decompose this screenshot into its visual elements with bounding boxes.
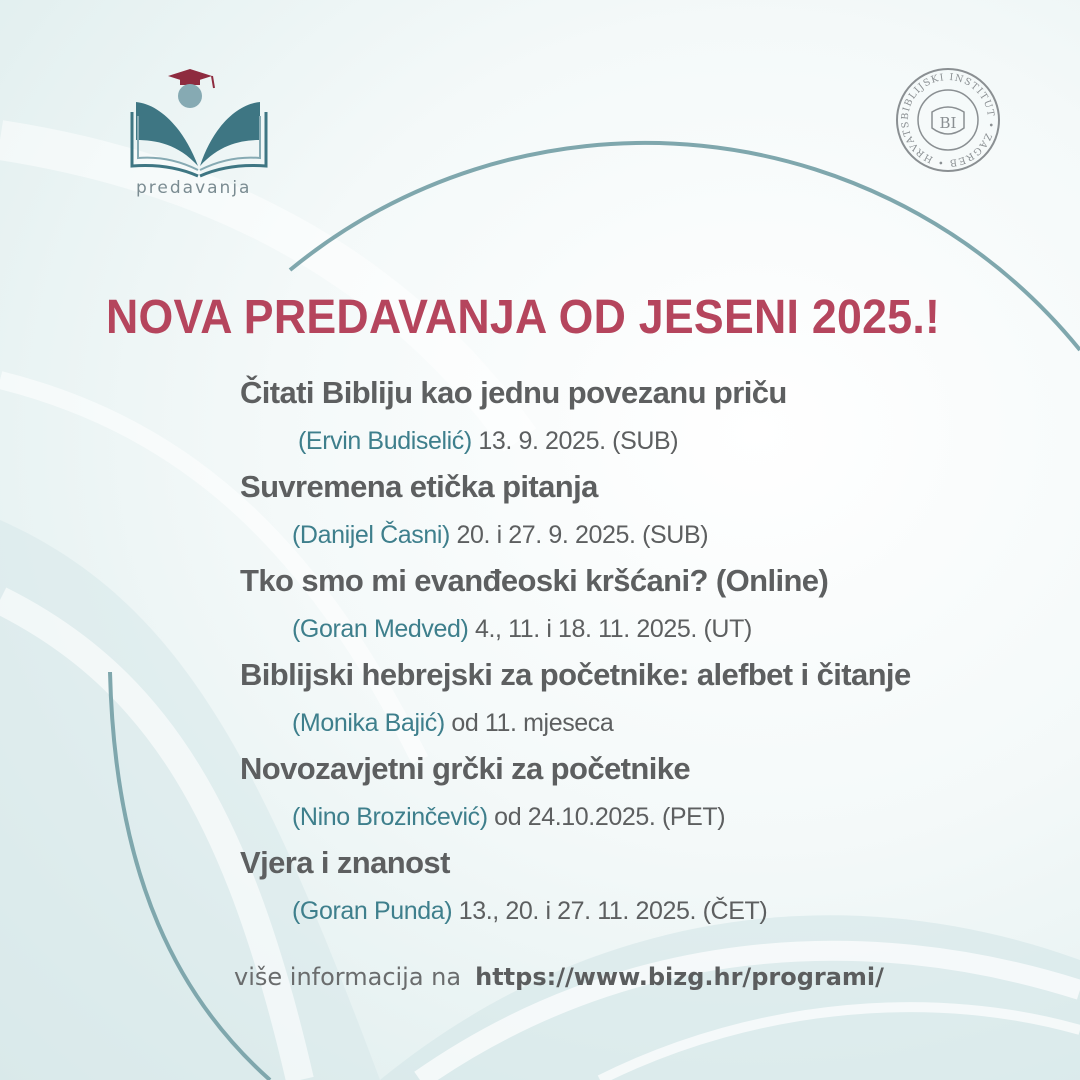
lecture-details	[292, 521, 708, 550]
lecture-title: Suvremena etička pitanja	[240, 469, 598, 504]
lecture-details	[298, 427, 678, 456]
lecture-details	[292, 897, 767, 926]
lecture-author: (Goran Medved)	[292, 615, 469, 643]
svg-text:BIBLIJSKI INSTITUT • ZAGREB •: BIBLIJSKI INSTITUT • ZAGREB • HRVATS	[899, 71, 997, 169]
institute-seal-icon	[894, 66, 1002, 174]
lecture-title: Biblijski hebrejski za početnike: alefbet i čitanje	[240, 657, 911, 692]
lecture-title: Vjera i znanost	[240, 845, 450, 880]
footer-info	[234, 963, 884, 991]
open-book-icon	[132, 102, 266, 176]
lecture-schedule: 4., 11. i 18. 11. 2025. (UT)	[468, 615, 752, 643]
lecture-schedule: od 24.10.2025. (PET)	[487, 803, 726, 831]
list-item	[240, 563, 1040, 657]
lecture-author: (Danijel Časni)	[292, 521, 450, 549]
lecture-author: (Ervin Budiselić)	[298, 427, 472, 455]
lecture-details	[292, 615, 752, 644]
list-item	[240, 657, 1040, 751]
lecture-title: Tko smo mi evanđeoski kršćani? (Online)	[240, 563, 829, 598]
lecture-schedule: od 11. mjeseca	[444, 709, 614, 737]
lecture-schedule: 13., 20. i 27. 11. 2025. (ČET)	[452, 897, 768, 925]
lecture-details	[292, 709, 613, 738]
svg-text:BI: BI	[939, 114, 957, 132]
lecture-schedule: 13. 9. 2025. (SUB)	[471, 427, 679, 455]
lecture-author: (Monika Bajić)	[292, 709, 445, 737]
lecture-title: Čitati Bibliju kao jednu povezanu priču	[240, 375, 787, 410]
list-item	[240, 469, 1040, 563]
page-title: NOVA PREDAVANJA OD JESENI 2025.!	[106, 291, 941, 344]
lecture-details	[292, 803, 725, 832]
list-item	[240, 845, 1040, 939]
list-item	[240, 375, 1040, 469]
footer-prefix: više informacija na	[234, 963, 462, 991]
lecture-title: Novozavjetni grčki za početnike	[240, 751, 690, 786]
predavanja-logo	[128, 66, 278, 206]
lecture-author: (Goran Punda)	[292, 897, 453, 925]
logo-text: predavanja	[136, 178, 252, 198]
lecture-author: (Nino Brozinčević)	[292, 803, 488, 831]
lecture-list	[240, 375, 1040, 939]
lecture-schedule: 20. i 27. 9. 2025. (SUB)	[449, 521, 709, 549]
list-item	[240, 751, 1040, 845]
website-link[interactable]: https://www.bizg.hr/programi/	[475, 963, 884, 991]
